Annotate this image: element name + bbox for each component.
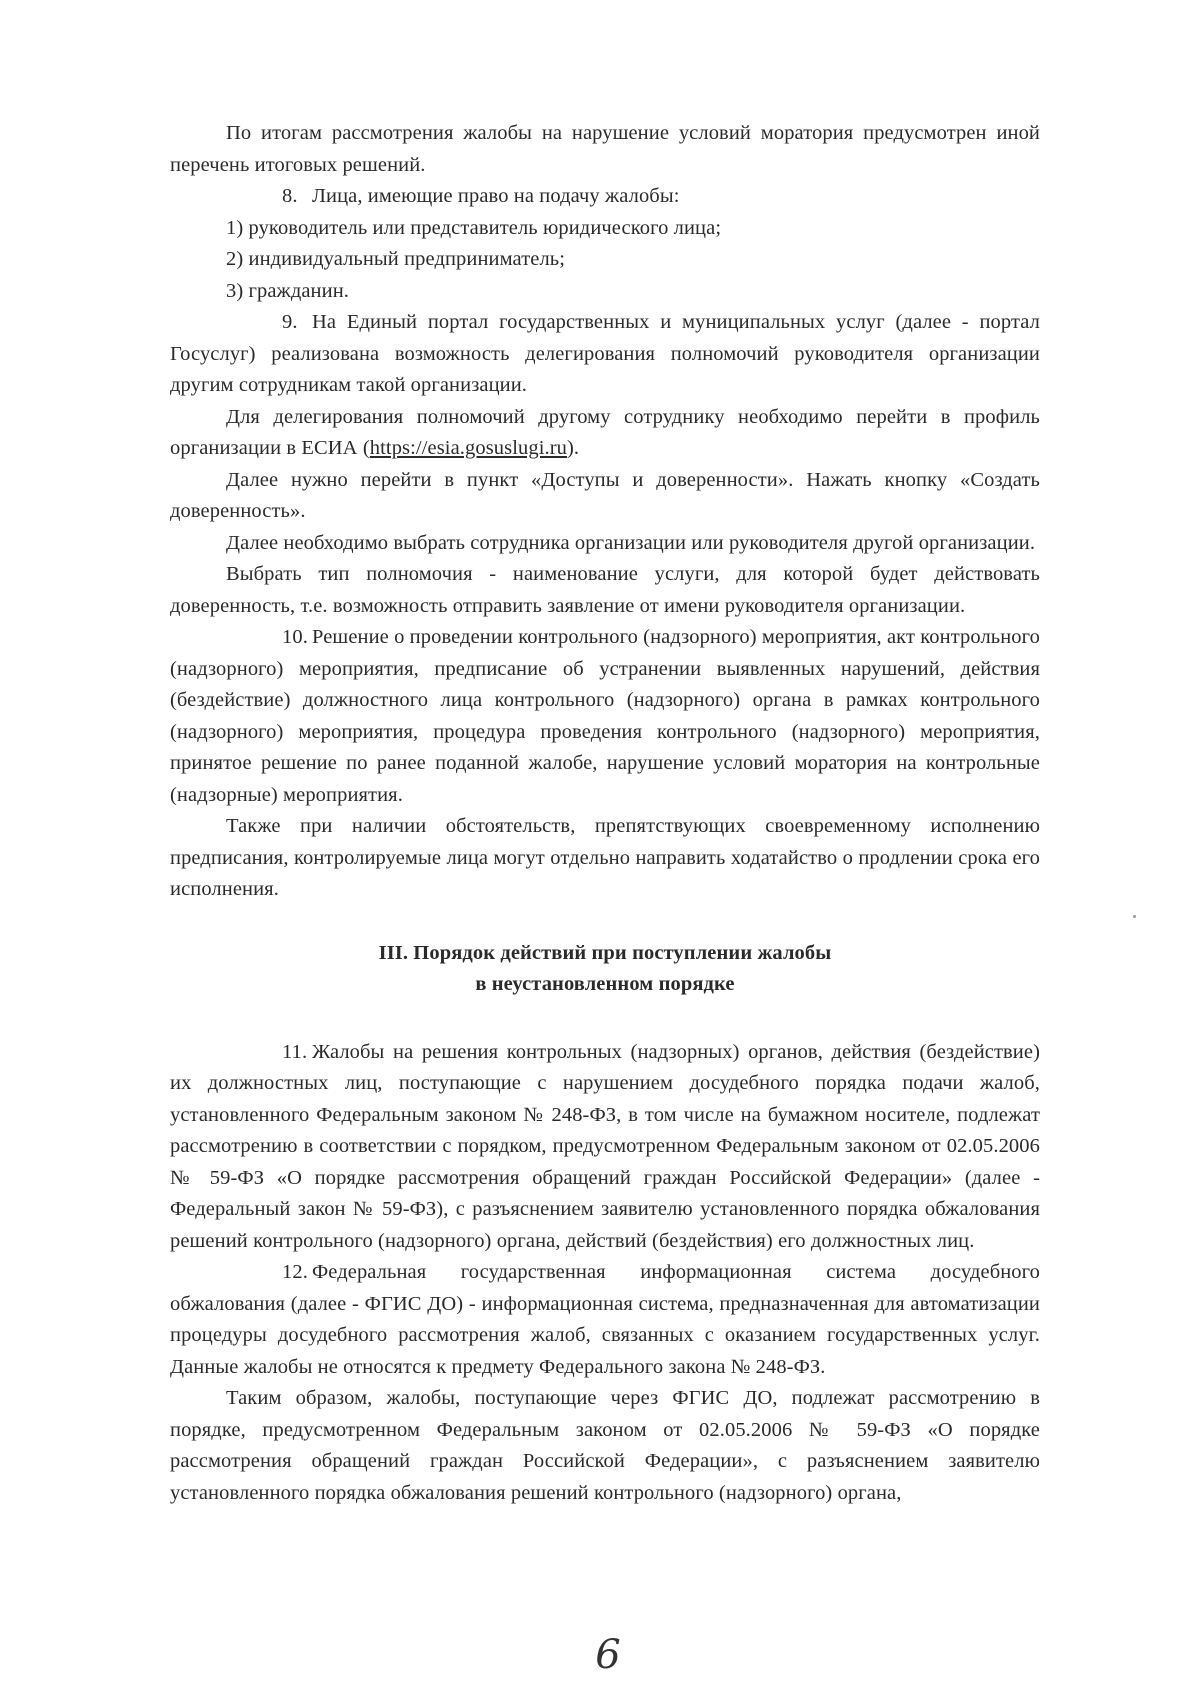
text: Для делегирования полномочий другому сотруднику необходимо перейти в профиль организации в ЕСИА ( [170,405,1040,459]
item-9 [170,307,1040,402]
page-number: 6 [595,1632,621,1678]
item-text: Лица, имеющие право на подачу жалобы: [312,185,680,207]
paragraph-esia-profile [170,402,1040,465]
list-item: 3) гражданин. [226,279,349,302]
item-number: 9. [282,311,298,333]
paragraph-fgis-do: Таким образом, жалобы, поступающие через ФГИС ДО, подлежат рассмотрению в порядке, предусмотренном Федеральным законом от 02.05.2006 № 59-ФЗ «О порядке рассмотрения обращений граждан Российской Федерации», с разъяснением заявителю установленного порядка обжалования решений контрольного (надзорного) органа, [170,1387,1040,1504]
item-number: 12. [282,1261,308,1283]
document-body [170,118,1040,1509]
item-8 [170,181,1040,213]
paragraph-select-employee: Далее необходимо выбрать сотрудника организации или руководителя другой организации. [226,531,1036,554]
item-10 [170,622,1040,811]
esia-link[interactable]: https://esia.gosuslugi.ru [369,437,567,459]
paragraph-moratorium-decisions: По итогам рассмотрения жалобы на нарушение условий моратория предусмотрен иной перечень итоговых решений. [170,122,1040,176]
paragraph-extension-petition: Также при наличии обстоятельств, препятствующих своевременному исполнению предписания, контролируемые лица могут отдельно направить ходатайство о продлении срока его исполнения. [170,815,1040,900]
text: ). [567,437,580,459]
item-text: На Единый портал государственных и муниципальных услуг (далее - портал Госуслуг) реализована возможность делегирования полномочий руководителя организации другим сотрудникам такой организации. [170,311,1040,396]
list-item: 1) руководитель или представитель юридического лица; [226,216,722,239]
paragraph-access-and-power: Далее нужно перейти в пункт «Доступы и доверенности». Нажать кнопку «Создать доверенность». [170,468,1040,522]
item-text: Решение о проведении контрольного (надзорного) мероприятия, акт контрольного (надзорного) мероприятия, предписание об устранении выявленных нарушений, действия (бездействие) должностного лица контрольного (надзорного) органа в рамках контрольного (надзорного) мероприятия, процедура проведения контрольного (надзорного) мероприятия, принятое решение по ранее поданной жалобе, нарушение условий моратория на контрольные (надзорные) мероприятия. [170,626,1040,806]
scan-speck [1133,915,1136,918]
section-heading-line1: III. Порядок действий при поступлении жалобы [378,941,832,964]
item-number: 8. [282,185,298,207]
item-number: 10. [282,626,308,648]
item-text: Федеральная государственная информационная система досудебного обжалования (далее - ФГИС ДО) - информационная система, предназначенная для автоматизации процедуры досудебного рассмотрения жалоб, связанных с оказанием государственных услуг. Данные жалобы не относятся к предмету Федерального закона № 248-ФЗ. [170,1261,1040,1378]
section-heading-line2: в неустановленном порядке [475,973,735,995]
item-number: 11. [282,1040,308,1063]
section-heading [170,938,1040,1001]
item-11 [170,1037,1040,1258]
list-item: 2) индивидуальный предприниматель; [226,248,566,270]
item-text: Жалобы на решения контрольных (надзорных) органов, действия (бездействие) их должностных лиц, поступающие с нарушением досудебного порядка подачи жалоб, установленного Федеральным законом № 248-ФЗ, в том числе на бумажном носителе, подлежат рассмотрению в соответствии с порядком, предусмотренном Федеральным законом от 02.05.2006 № 59-ФЗ «О порядке рассмотрения обращений граждан Российской Федерации» (далее - Федеральный закон № 59-ФЗ), с разъяснением заявителю установленного порядка обжалования решений контрольного (надзорного) органа, действий (бездействия) его должностных лиц. [170,1040,1040,1252]
paragraph-select-authority: Выбрать тип полномочия - наименование услуги, для которой будет действовать доверенность, т.е. возможность отправить заявление от имени руководителя организации. [170,563,1040,617]
item-12 [170,1257,1040,1383]
